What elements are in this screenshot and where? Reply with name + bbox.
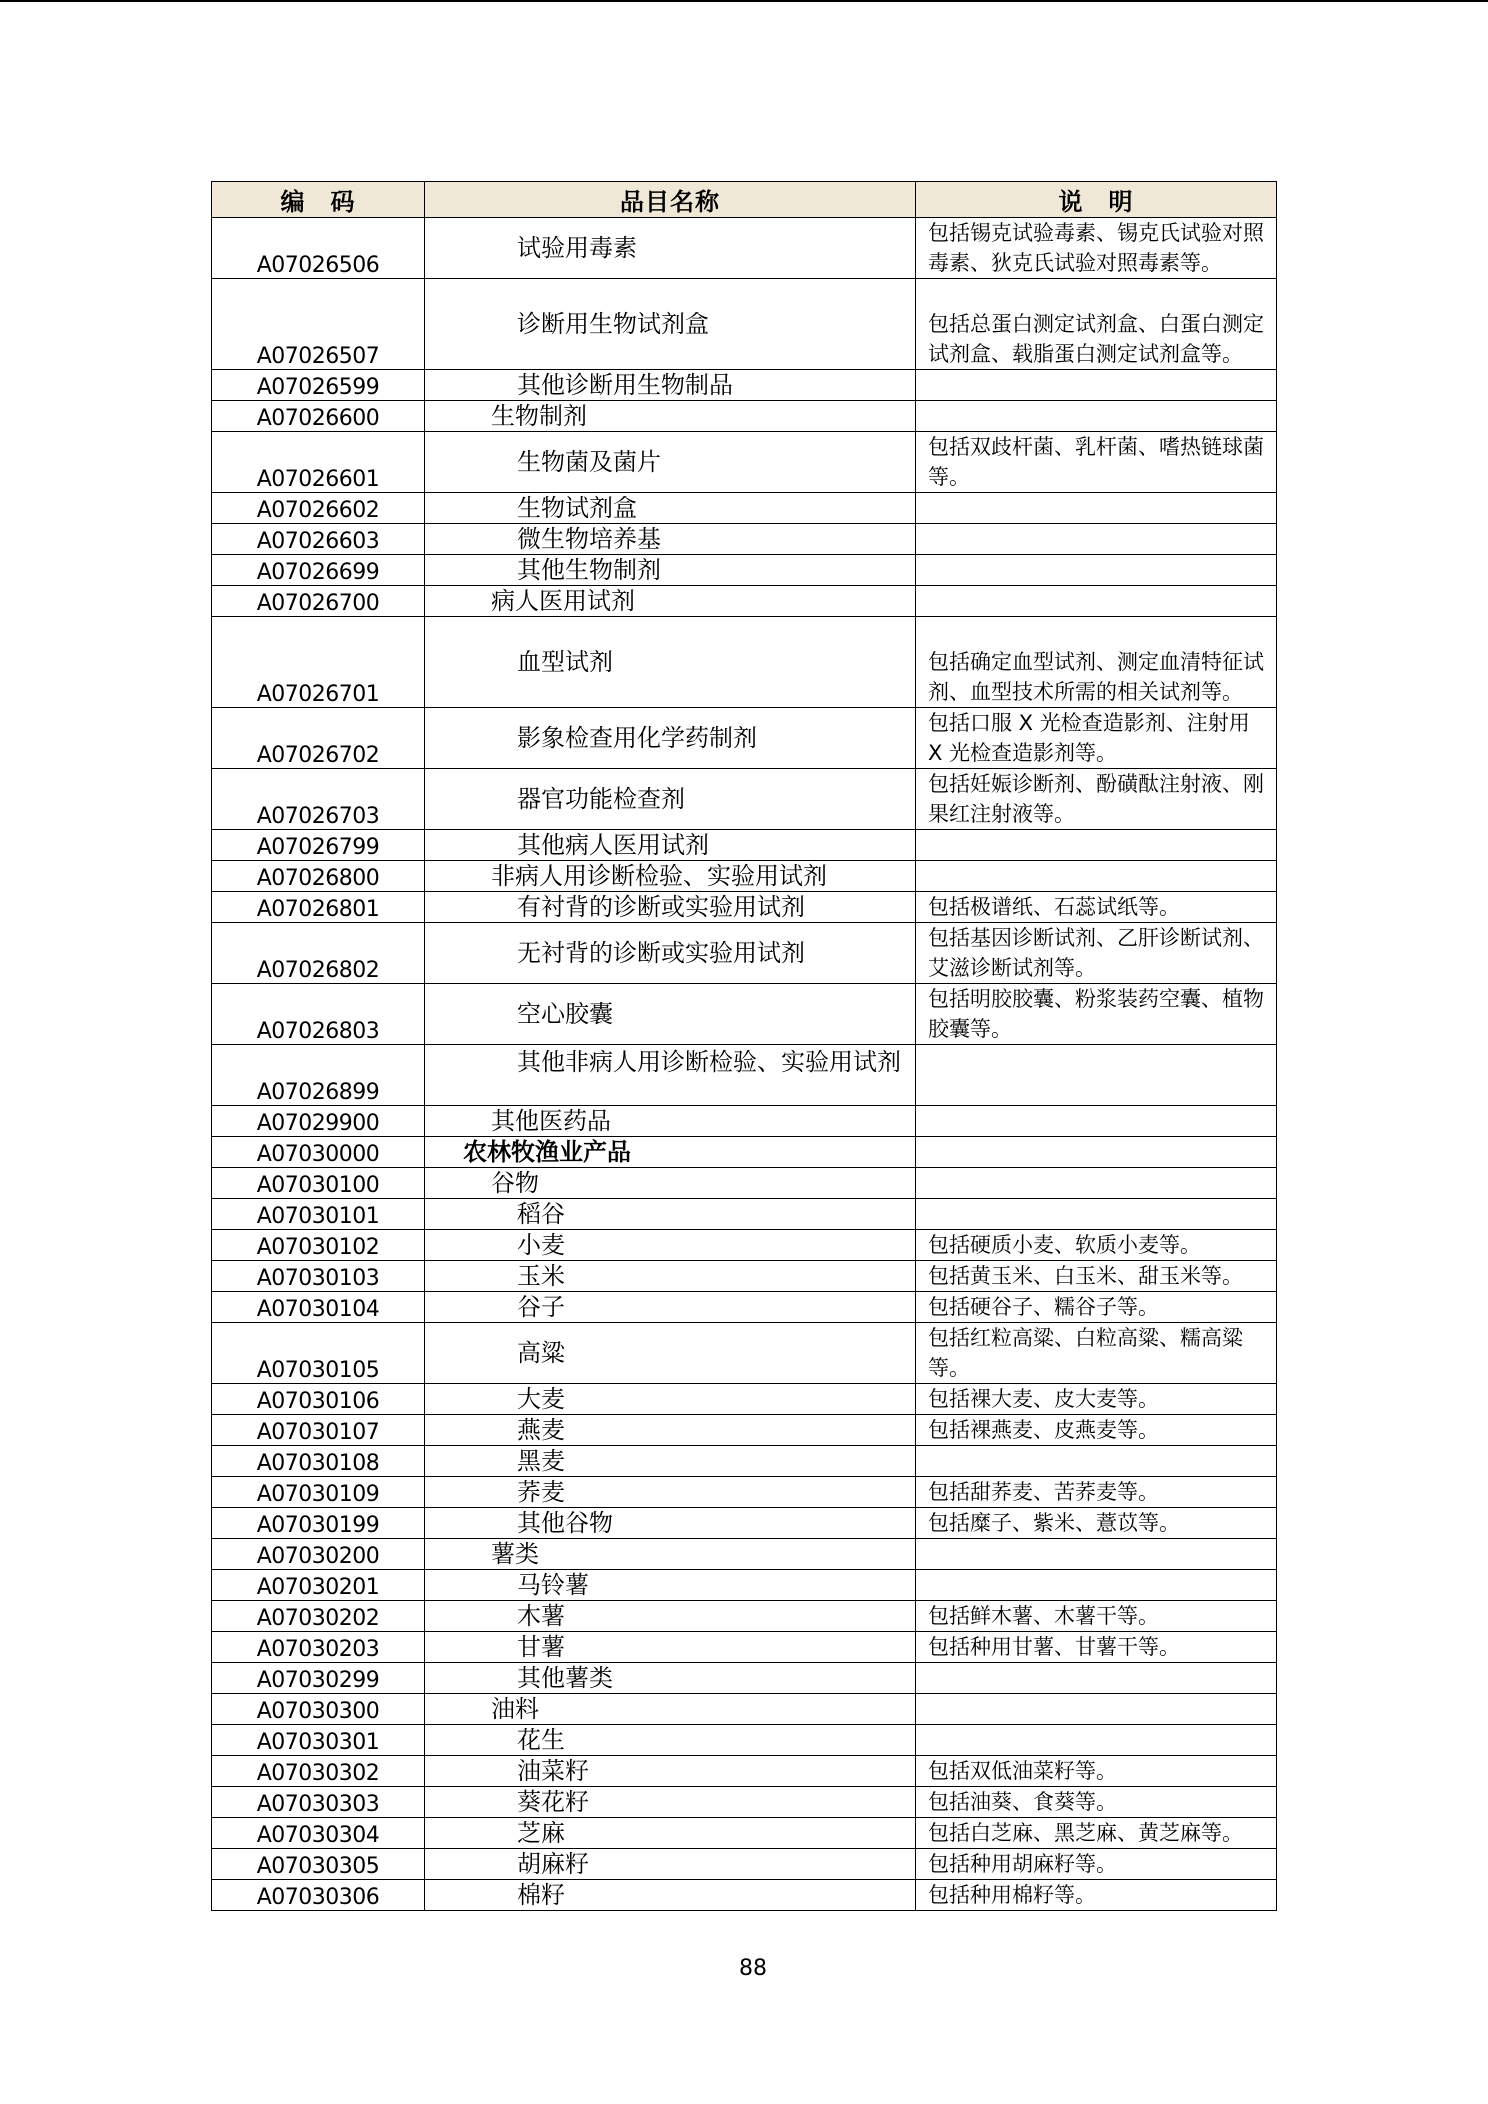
table-row [212,923,1277,984]
table-row [212,830,1277,861]
item-name: 燕麦 [425,1415,916,1446]
item-name: 农林牧渔业产品 [425,1137,916,1168]
item-description: 包括红粒高粱、白粒高粱、糯高粱等。 [916,1323,1277,1384]
item-name: 血型试剂 [425,617,916,708]
item-code: A07026703 [212,769,425,830]
item-description [916,493,1277,524]
item-name: 油料 [425,1694,916,1725]
table-row [212,617,1277,708]
item-name: 高粱 [425,1323,916,1384]
table-row [212,555,1277,586]
item-name: 甘薯 [425,1632,916,1663]
item-description: 包括双歧杆菌、乳杆菌、嗜热链球菌等。 [916,432,1277,493]
item-description: 包括明胶胶囊、粉浆装药空囊、植物胶囊等。 [916,984,1277,1045]
item-code: A07030106 [212,1384,425,1415]
table-row [212,1694,1277,1725]
header-desc: 说 明 [916,182,1277,218]
table-row [212,218,1277,279]
item-code: A07026700 [212,586,425,617]
item-name: 薯类 [425,1539,916,1570]
table-row [212,1199,1277,1230]
item-description: 包括种用棉籽等。 [916,1880,1277,1911]
table-row [212,1477,1277,1508]
item-name: 生物试剂盒 [425,493,916,524]
item-code: A07030201 [212,1570,425,1601]
item-code: A07026507 [212,279,425,370]
table-row [212,1045,1277,1106]
item-code: A07026802 [212,923,425,984]
item-description [916,1168,1277,1199]
item-name: 荞麦 [425,1477,916,1508]
item-name: 玉米 [425,1261,916,1292]
item-description [916,586,1277,617]
table-row [212,370,1277,401]
table-row [212,769,1277,830]
table-row [212,493,1277,524]
item-code: A07026699 [212,555,425,586]
table-row [212,1570,1277,1601]
item-description: 包括黄玉米、白玉米、甜玉米等。 [916,1261,1277,1292]
table-row [212,1632,1277,1663]
item-description: 包括双低油菜籽等。 [916,1756,1277,1787]
table-row [212,1601,1277,1632]
item-code: A07026601 [212,432,425,493]
item-description [916,555,1277,586]
item-description: 包括裸燕麦、皮燕麦等。 [916,1415,1277,1446]
item-code: A07030304 [212,1818,425,1849]
item-description: 包括油葵、食葵等。 [916,1787,1277,1818]
item-name: 影象检查用化学药制剂 [425,708,916,769]
item-code: A07030200 [212,1539,425,1570]
item-description: 包括硬质小麦、软质小麦等。 [916,1230,1277,1261]
item-name: 病人医用试剂 [425,586,916,617]
item-code: A07026899 [212,1045,425,1106]
item-name: 诊断用生物试剂盒 [425,279,916,370]
item-description: 包括总蛋白测定试剂盒、白蛋白测定试剂盒、载脂蛋白测定试剂盒等。 [916,279,1277,370]
table-row [212,1849,1277,1880]
item-description [916,370,1277,401]
table-row [212,1415,1277,1446]
item-description: 包括极谱纸、石蕊试纸等。 [916,892,1277,923]
table-row [212,1137,1277,1168]
table-row [212,1106,1277,1137]
item-description [916,1725,1277,1756]
item-description [916,1663,1277,1694]
table-row [212,432,1277,493]
item-code: A07026602 [212,493,425,524]
item-code: A07030301 [212,1725,425,1756]
table-row [212,1787,1277,1818]
item-code: A07026799 [212,830,425,861]
item-description [916,1446,1277,1477]
table-row [212,401,1277,432]
table-row [212,1756,1277,1787]
item-code: A07030109 [212,1477,425,1508]
item-code: A07026800 [212,861,425,892]
table-row [212,1880,1277,1911]
item-description [916,1137,1277,1168]
item-description: 包括口服 X 光检查造影剂、注射用 X 光检查造影剂等。 [916,708,1277,769]
item-name: 空心胶囊 [425,984,916,1045]
item-code: A07030300 [212,1694,425,1725]
item-code: A07030104 [212,1292,425,1323]
table-row [212,984,1277,1045]
item-description: 包括妊娠诊断剂、酚磺酞注射液、刚果红注射液等。 [916,769,1277,830]
item-code: A07030302 [212,1756,425,1787]
table-row [212,524,1277,555]
table-row [212,1663,1277,1694]
item-name: 无衬背的诊断或实验用试剂 [425,923,916,984]
item-description: 包括基因诊断试剂、乙肝诊断试剂、艾滋诊断试剂等。 [916,923,1277,984]
table-row [212,586,1277,617]
item-name: 非病人用诊断检验、实验用试剂 [425,861,916,892]
item-description [916,1106,1277,1137]
item-code: A07026599 [212,370,425,401]
page-number: 88 [739,1956,767,1981]
item-name: 其他薯类 [425,1663,916,1694]
item-code: A07030306 [212,1880,425,1911]
item-code: A07026506 [212,218,425,279]
table-row [212,1261,1277,1292]
item-code: A07026701 [212,617,425,708]
item-description [916,861,1277,892]
item-description: 包括糜子、紫米、薏苡等。 [916,1508,1277,1539]
header-code: 编 码 [212,182,425,218]
item-description [916,1539,1277,1570]
item-name: 其他医药品 [425,1106,916,1137]
item-name: 其他诊断用生物制品 [425,370,916,401]
item-description: 包括种用胡麻籽等。 [916,1849,1277,1880]
item-description: 包括白芝麻、黑芝麻、黄芝麻等。 [916,1818,1277,1849]
item-description: 包括鲜木薯、木薯干等。 [916,1601,1277,1632]
table-row [212,892,1277,923]
table-row [212,279,1277,370]
item-code: A07030105 [212,1323,425,1384]
item-code: A07030108 [212,1446,425,1477]
table-row [212,1818,1277,1849]
item-description [916,1694,1277,1725]
item-name: 其他谷物 [425,1508,916,1539]
item-code: A07030303 [212,1787,425,1818]
table-row [212,1446,1277,1477]
item-description [916,524,1277,555]
item-name: 试验用毒素 [425,218,916,279]
table-row [212,1292,1277,1323]
item-code: A07030000 [212,1137,425,1168]
item-name: 马铃薯 [425,1570,916,1601]
item-description [916,401,1277,432]
item-name: 生物制剂 [425,401,916,432]
table-row [212,861,1277,892]
item-name: 棉籽 [425,1880,916,1911]
item-name: 其他生物制剂 [425,555,916,586]
item-code: A07026801 [212,892,425,923]
item-name: 花生 [425,1725,916,1756]
item-name: 胡麻籽 [425,1849,916,1880]
header-name: 品目名称 [425,182,916,218]
item-code: A07030103 [212,1261,425,1292]
item-code: A07026600 [212,401,425,432]
item-code: A07030202 [212,1601,425,1632]
item-name: 大麦 [425,1384,916,1415]
item-description [916,830,1277,861]
item-description: 包括确定血型试剂、测定血清特征试剂、血型技术所需的相关试剂等。 [916,617,1277,708]
item-code: A07026803 [212,984,425,1045]
item-name: 芝麻 [425,1818,916,1849]
table-row [212,1384,1277,1415]
item-code: A07026702 [212,708,425,769]
table-body [212,218,1277,1911]
item-name: 油菜籽 [425,1756,916,1787]
item-description: 包括硬谷子、糯谷子等。 [916,1292,1277,1323]
item-description [916,1199,1277,1230]
item-name: 有衬背的诊断或实验用试剂 [425,892,916,923]
table-row [212,1508,1277,1539]
item-name: 其他非病人用诊断检验、实验用试剂 [425,1045,916,1106]
table-row [212,1323,1277,1384]
item-name: 生物菌及菌片 [425,432,916,493]
table-row [212,708,1277,769]
item-description [916,1570,1277,1601]
item-description: 包括甜荞麦、苦荞麦等。 [916,1477,1277,1508]
catalog-table [211,181,1277,1911]
item-code: A07030203 [212,1632,425,1663]
item-code: A07030101 [212,1199,425,1230]
page-top-border [0,0,1488,2]
item-name: 小麦 [425,1230,916,1261]
item-description: 包括种用甘薯、甘薯干等。 [916,1632,1277,1663]
table-row [212,1725,1277,1756]
item-code: A07030100 [212,1168,425,1199]
item-code: A07030299 [212,1663,425,1694]
item-name: 木薯 [425,1601,916,1632]
header-row [212,182,1277,218]
table-header [212,182,1277,218]
item-code: A07026603 [212,524,425,555]
item-name: 其他病人医用试剂 [425,830,916,861]
item-name: 黑麦 [425,1446,916,1477]
item-name: 葵花籽 [425,1787,916,1818]
table-row [212,1539,1277,1570]
table-row [212,1168,1277,1199]
item-name: 谷子 [425,1292,916,1323]
item-description [916,1045,1277,1106]
item-name: 微生物培养基 [425,524,916,555]
item-name: 稻谷 [425,1199,916,1230]
item-code: A07030199 [212,1508,425,1539]
table-row [212,1230,1277,1261]
item-description: 包括裸大麦、皮大麦等。 [916,1384,1277,1415]
item-code: A07030305 [212,1849,425,1880]
item-code: A07030107 [212,1415,425,1446]
item-code: A07029900 [212,1106,425,1137]
item-name: 器官功能检查剂 [425,769,916,830]
item-code: A07030102 [212,1230,425,1261]
item-description: 包括锡克试验毒素、锡克氏试验对照毒素、狄克氏试验对照毒素等。 [916,218,1277,279]
item-name: 谷物 [425,1168,916,1199]
